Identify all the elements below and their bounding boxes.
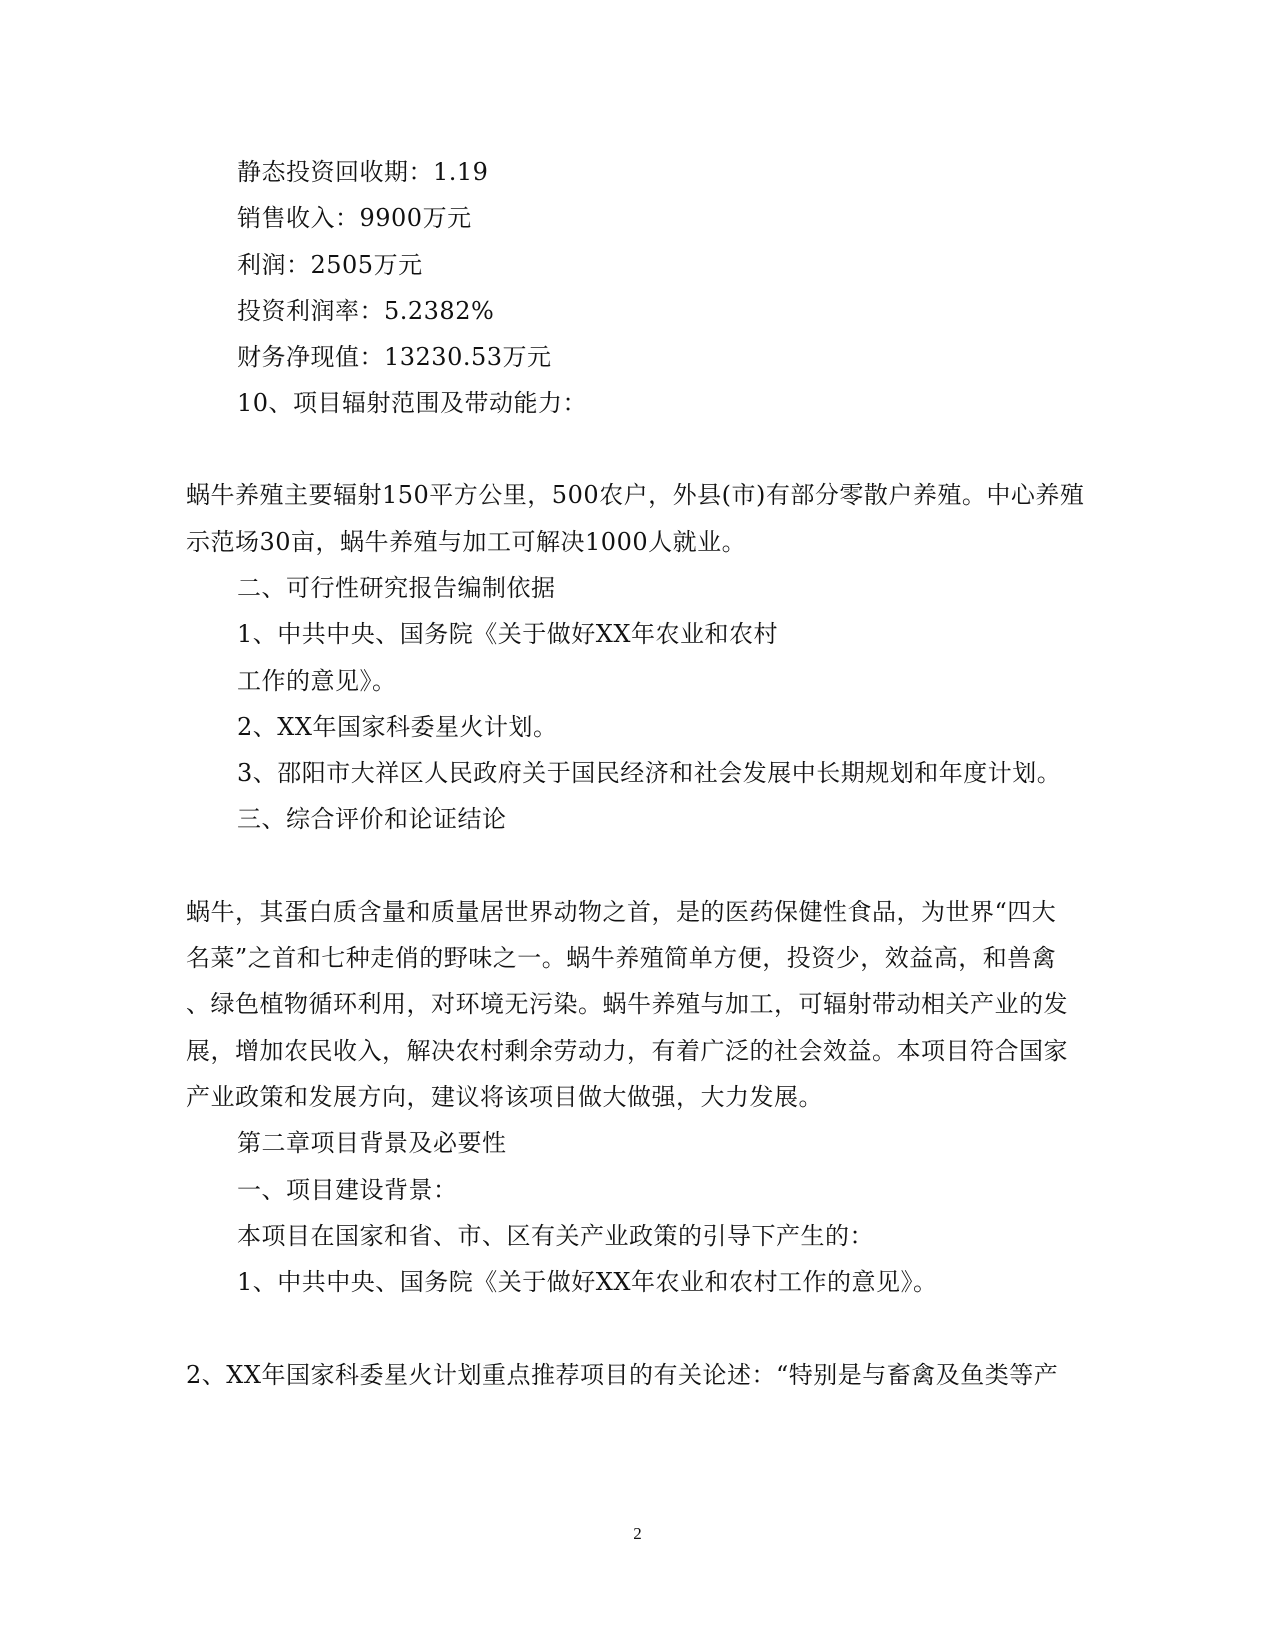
text-line: 工作的意见》。 (237, 667, 397, 695)
text-line: 、绿色植物循环利用，对环境无污染。蜗牛养殖与加工，可辐射带动相关产业的发 (186, 990, 1068, 1018)
text-line: 利润：2505万元 (237, 251, 423, 279)
section-heading: 二、可行性研究报告编制依据 (237, 574, 556, 602)
section-heading: 一、项目建设背景： (237, 1176, 458, 1204)
text-line: 静态投资回收期：1.19 (237, 158, 489, 186)
text-line: 蜗牛，其蛋白质含量和质量居世界动物之首，是的医药保健性食品，为世界“四大 (186, 898, 1057, 926)
text-line: 2、XX年国家科委星火计划重点推荐项目的有关论述：“特别是与畜禽及鱼类等产 (186, 1361, 1059, 1389)
section-heading: 三、综合评价和论证结论 (237, 805, 507, 833)
text-line: 蜗牛养殖主要辐射150平方公里，500农户，外县(市)有部分零散户养殖。中心养殖 (186, 481, 1085, 509)
text-line: 1、中共中央、国务院《关于做好XX年农业和农村 (237, 620, 778, 648)
text-line: 10、项目辐射范围及带动能力： (237, 389, 588, 417)
text-line: 销售收入：9900万元 (237, 204, 472, 232)
page-number: 2 (633, 1524, 642, 1543)
text-line: 1、中共中央、国务院《关于做好XX年农业和农村工作的意见》。 (237, 1268, 938, 1296)
text-line: 名菜”之首和七种走俏的野味之一。蜗牛养殖简单方便，投资少，效益高，和兽禽 (186, 944, 1057, 972)
text-line: 产业政策和发展方向，建议将该项目做大做强，大力发展。 (186, 1083, 823, 1111)
text-line: 财务净现值：13230.53万元 (237, 343, 552, 371)
text-line: 2、XX年国家科委星火计划。 (237, 713, 558, 741)
text-line: 本项目在国家和省、市、区有关产业政策的引导下产生的： (237, 1222, 874, 1250)
chapter-heading: 第二章项目背景及必要性 (237, 1129, 507, 1157)
text-line: 投资利润率：5.2382% (237, 297, 495, 325)
text-line: 展，增加农民收入，解决农村剩余劳动力，有着广泛的社会效益。本项目符合国家 (186, 1037, 1068, 1065)
text-line: 示范场30亩，蜗牛养殖与加工可解决1000人就业。 (186, 528, 747, 556)
text-line: 3、邵阳市大祥区人民政府关于国民经济和社会发展中长期规划和年度计划。 (237, 759, 1062, 787)
